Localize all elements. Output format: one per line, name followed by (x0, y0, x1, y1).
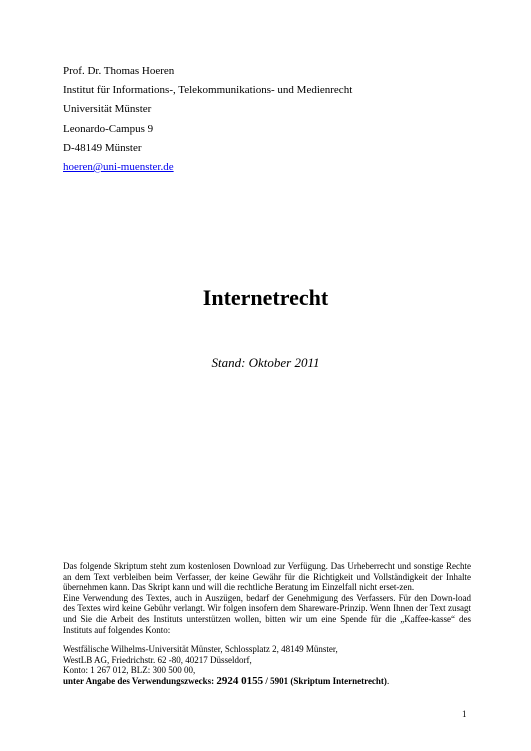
document-title: Internetrecht (202, 285, 329, 310)
reference-suffix: / 5901 (Skriptum Internetrecht) (263, 675, 387, 686)
bank-details (63, 644, 471, 686)
notice-paragraph-download: Das folgende Skriptum steht zum kostenlosen Download zur Verfügung. Das Urheberrecht und sonstige Rechte an dem Text verbleiben beim Verfasser, der keine Gewähr für die Richtigkeit und Vollständigkeit der Inhalte übernehmen kann. Das Skript kann und will die rechtliche Beratung im Einzelfall nicht erset-zen. (63, 561, 471, 593)
bank-line-university: Westfälische Wilhelms-Universität Münster, Schlossplatz 2, 48149 Münster, (63, 644, 338, 655)
document-stand-date: Stand: Oktober 2011 (211, 355, 320, 370)
author-university: Universität Münster (63, 103, 152, 116)
notice-paragraph-usage: Eine Verwendung des Textes, auch in Auszügen, bedarf der Genehmigung des Verfassers. Für den Down-load des Textes wird keine Gebühr verlangt. Wir folgen insofern dem Shareware-Prinzip. Wenn Ihnen der Text zusagt und Sie die Arbeit des Instituts unterstützen wollen, bitten wir um eine Spende für die „Kaffee-kasse“ des Instituts auf folgendes Konto: (63, 592, 471, 635)
page-number: 1 (462, 709, 467, 719)
notice-spacer (63, 635, 471, 644)
reference-prefix: unter Angabe des Verwendungszwecks: (63, 675, 217, 686)
author-name: Prof. Dr. Thomas Hoeren (63, 65, 175, 77)
author-email-link[interactable]: hoeren@uni-muenster.de (63, 161, 174, 174)
author-institute: Institut für Informations-, Telekommunikations- und Medienrecht (63, 84, 353, 97)
license-notice (63, 561, 471, 687)
author-city: D-48149 Münster (63, 141, 142, 154)
author-email-line (63, 158, 352, 177)
bank-reference-line (63, 676, 471, 687)
reference-number: 2924 0155 (216, 674, 264, 687)
author-street: Leonardo-Campus 9 (63, 122, 154, 135)
bank-line-bank: WestLB AG, Friedrichstr. 62 -80, 40217 Düsseldorf, (63, 654, 252, 665)
bank-line-account: Konto: 1 267 012, BLZ: 300 500 00, (63, 665, 196, 676)
reference-end: . (386, 675, 390, 686)
author-address-block (63, 62, 352, 177)
